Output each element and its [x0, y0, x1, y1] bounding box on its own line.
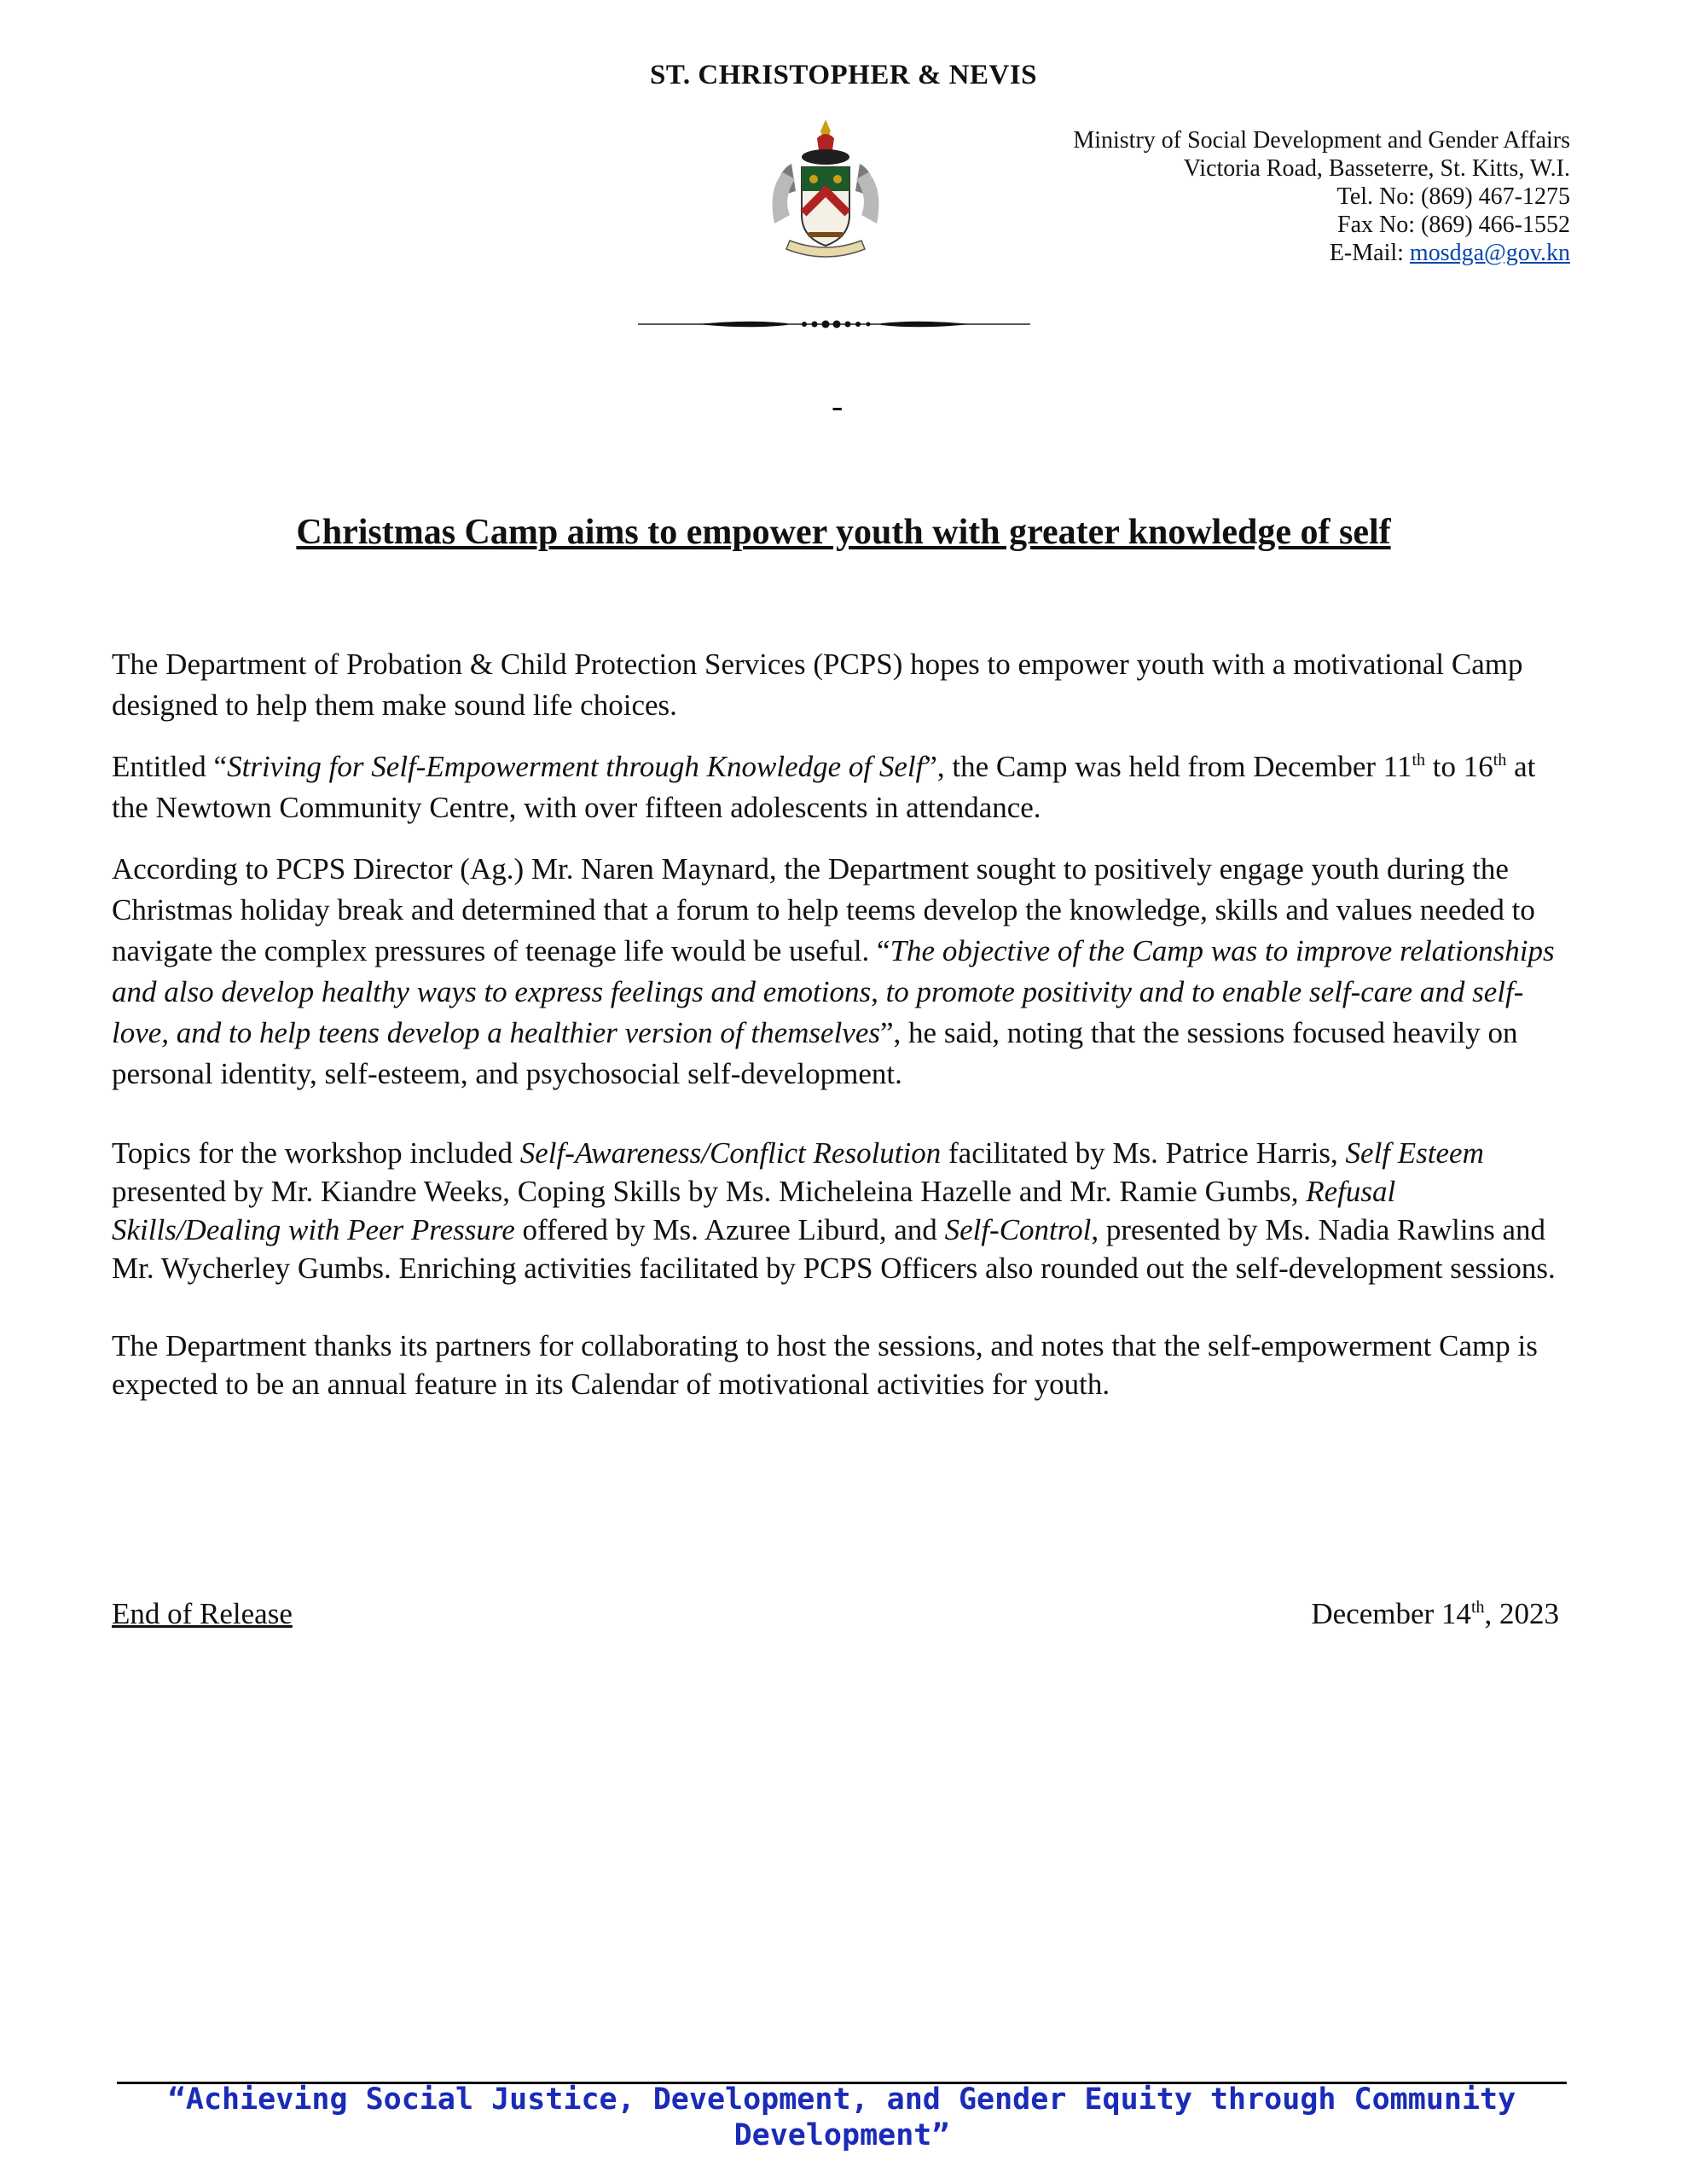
telephone-number: Tel. No: (869) 467-1275 [1336, 183, 1570, 210]
paragraph-intro: The Department of Probation & Child Protection Services (PCPS) hopes to empower youth with a motivational Camp designed to help them make sound life choices. [112, 648, 1523, 722]
text-span: ”, he said, noting that the sessions focused heavily on personal identity, self-esteem, and psychosocial self-development. [112, 1016, 1518, 1090]
paragraph-topics [112, 1134, 1562, 1287]
coat-of-arms-icon [757, 113, 894, 275]
ministry-motto: “Achieving Social Justice, Development, and Gender Equity through Community Development” [167, 2082, 1516, 2152]
text-span: to 16 [1425, 750, 1493, 783]
release-date [1311, 1597, 1559, 1631]
director-quote: The objective of the Camp was to improve relationships and also develop healthy ways to express feelings and emotions, to promote positivity and to enable self-care and self-love, and to help teens develop a healthier version of themselves [112, 934, 1555, 1049]
camp-title: Striving for Self-Empowerment through Knowledge of Self [227, 750, 925, 783]
topic-title: Self-Control [944, 1213, 1092, 1246]
press-release-body [112, 644, 1562, 1403]
text-span: According to PCPS Director (Ag.) Mr. Naren Maynard, the Department sought to positively engage youth during the Christmas holiday break and determined that a forum to help teems develop the knowledge, skills and values needed to navigate the complex pressures of teenage life would be useful. “ [112, 852, 1535, 967]
press-release-headline: Christmas Camp aims to empower youth with greater knowledge of self [296, 513, 1391, 552]
email-link[interactable]: mosdga@gov.kn [1409, 240, 1570, 266]
text-span: at the Newtown Community Centre, with over fifteen adolescents in attendance. [112, 750, 1536, 824]
text-span: facilitated by Ms. Patrice Harris, [941, 1136, 1346, 1170]
topic-title: Self-Awareness/Conflict Resolution [519, 1136, 942, 1170]
email-label: E-Mail: [1329, 240, 1410, 266]
ordinal-suffix: th [1493, 751, 1507, 770]
ordinal-suffix: th [1470, 1598, 1485, 1617]
ornamental-divider [638, 314, 1030, 334]
text-span: offered by Ms. Azuree Liburd, and [514, 1213, 945, 1246]
ministry-name: Ministry of Social Development and Gender Affairs [1073, 127, 1570, 154]
topic-title: Self Esteem [1345, 1136, 1484, 1170]
fax-number: Fax No: (869) 466-1552 [1337, 212, 1570, 238]
date-text: December 14 [1311, 1597, 1471, 1630]
topic-title: Refusal Skills/Dealing with Peer Pressure [112, 1175, 1396, 1246]
email-line [1073, 239, 1570, 267]
separator-dash: - [832, 386, 844, 425]
text-span: ”, the Camp was held from December 11 [924, 750, 1412, 783]
date-text: , 2023 [1484, 1597, 1559, 1630]
text-span: , presented by Ms. Nadia Rawlins and Mr. Wycherley Gumbs. Enriching activities facilitated by PCPS Officers also rounded out the self-development sessions. [112, 1213, 1556, 1285]
text-span: presented by Mr. Kiandre Weeks, Coping Skills by Ms. Micheleina Hazelle and Mr. Ramie Gumbs, [112, 1175, 1307, 1208]
ministry-address: Victoria Road, Basseterre, St. Kitts, W.I. [1183, 155, 1570, 182]
paragraph-closing: The Department thanks its partners for collaborating to host the sessions, and notes that the self-empowerment Camp is expected to be an annual feature in its Calendar of motivational activities for youth. [112, 1329, 1538, 1401]
ordinal-suffix: th [1412, 751, 1426, 770]
text-span: Topics for the workshop included [112, 1136, 520, 1170]
text-span: Entitled “ [112, 750, 228, 783]
country-name: ST. CHRISTOPHER & NEVIS [649, 60, 1038, 90]
ministry-contact-block [1073, 126, 1570, 267]
paragraph-camp-details [112, 746, 1562, 828]
end-of-release: End of Release [112, 1597, 293, 1630]
paragraph-director-quote [112, 849, 1562, 1095]
